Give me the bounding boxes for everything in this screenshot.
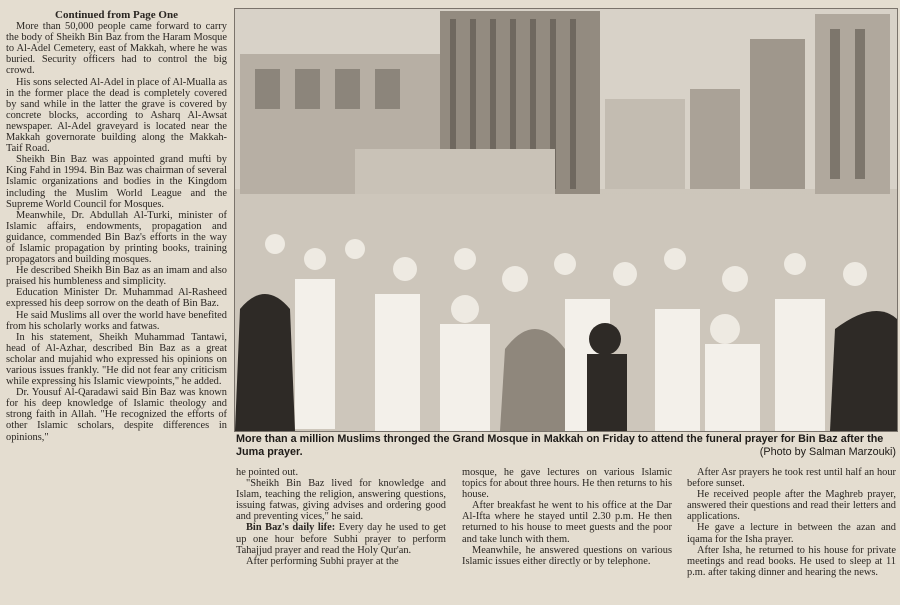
paragraph: Meanwhile, Dr. Abdullah Al-Turki, minister of Islamic affairs, endowments, propagation and guidance, commended Bin Baz's efforts in the way of Islamic propagation by printing books, training propagators and building mosques. xyxy=(6,209,227,266)
paragraph: Dr. Yousuf Al-Qaradawi said Bin Baz was known for his deep knowledge of Islamic theology and strong faith in Allah. "He recognized the efforts of other Islamic scholars, despite differences in opinions," xyxy=(6,387,227,443)
paragraph: Education Minister Dr. Muhammad Al-Rasheed expressed his deep sorrow on the death of Bin Baz. xyxy=(6,287,227,310)
photo-credit: (Photo by Salman Marzouki) xyxy=(759,446,896,458)
article-column-1 xyxy=(6,10,227,602)
paragraph: More than 50,000 people came forward to carry the body of Sheikh Bin Baz from the Haram Mosque to Al-Adel Cemetery, east of Makkah, where he was buried. Security officers had to control the big crowd. xyxy=(6,21,227,77)
article-column-3 xyxy=(462,467,672,601)
paragraph: He said Muslims all over the world have benefited from his scholarly works and fatwas. xyxy=(6,309,227,332)
paragraph: He received people after the Maghreb prayer, answered their questions and read their letters and applications. xyxy=(687,489,896,523)
paragraph: After Asr prayers he took rest until half an hour before sunset. xyxy=(687,467,896,490)
caption-text: More than a million Muslims thronged the Grand Mosque in Makkah on Friday to attend the funeral prayer for Bin Baz after the Juma prayer. xyxy=(236,433,884,458)
photo-illustration xyxy=(235,9,897,431)
article-column-2 xyxy=(236,467,446,601)
paragraph: mosque, he gave lectures on various Islamic topics for about three hours. He then returns to his house. xyxy=(462,467,672,501)
paragraph: he pointed out. xyxy=(236,467,299,478)
paragraph: He gave a lecture in between the azan and iqama for the Isha prayer. xyxy=(687,522,896,545)
paragraph: He described Sheikh Bin Baz as an imam and also praised his humbleness and simplicity. xyxy=(6,265,227,288)
paragraph: "Sheikh Bin Baz lived for knowledge and Islam, teaching the religion, answering questions, issuing fatwas, giving advises and ordering good and preventing vices," he said. xyxy=(236,478,446,523)
subhead: Bin Baz's daily life: xyxy=(246,522,336,534)
paragraph: After breakfast he went to his office at the Dar Al-Ifta where he stayed until 2.30 p.m. He then returned to his house to meet guests and the poor and take lunch with them. xyxy=(462,500,672,545)
paragraph: Bin Baz's daily life: Every day he used to get up one hour before Subhi prayer to perform Tahajjud prayer and read the Holy Qur'an. xyxy=(236,522,446,556)
paragraph: In his statement, Sheikh Muhammad Tantawi, head of Al-Azhar, described Bin Baz as a great scholar and mujahid who expressed his opinions on various issues frankly. "He did not fear any criticism while expressing his Islamic viewpoints," he added. xyxy=(6,331,227,388)
paragraph: After Isha, he returned to his house for private meetings and read books. He used to sleep at 11 p.m. after taking dinner and hearing the news. xyxy=(687,544,896,578)
funeral-crowd-photo xyxy=(234,8,898,432)
paragraph: After performing Subhi prayer at the xyxy=(246,555,399,567)
photo-caption xyxy=(236,433,896,459)
paragraph: His sons selected Al-Adel in place of Al-Mualla as in the former place the dead is completely covered by sand while in the latter the grave is covered by concrete blocks, according to Asharq Al-Awsat newspaper. Al-Adel graveyard is located near the Makkah governorate building along the Makkah-Taif Road. xyxy=(6,76,227,155)
paragraph: Meanwhile, he answered questions on various Islamic issues either directly or by telephone. xyxy=(462,544,672,567)
article-column-4 xyxy=(687,467,896,601)
continued-header: Continued from Page One xyxy=(55,10,178,21)
paragraph: Sheikh Bin Baz was appointed grand mufti by King Fahd in 1994. Bin Baz was chairman of several Islamic organizations and bodies in the Kingdom including the Muslim World League and the Supreme World Council for Mosques. xyxy=(6,154,227,210)
